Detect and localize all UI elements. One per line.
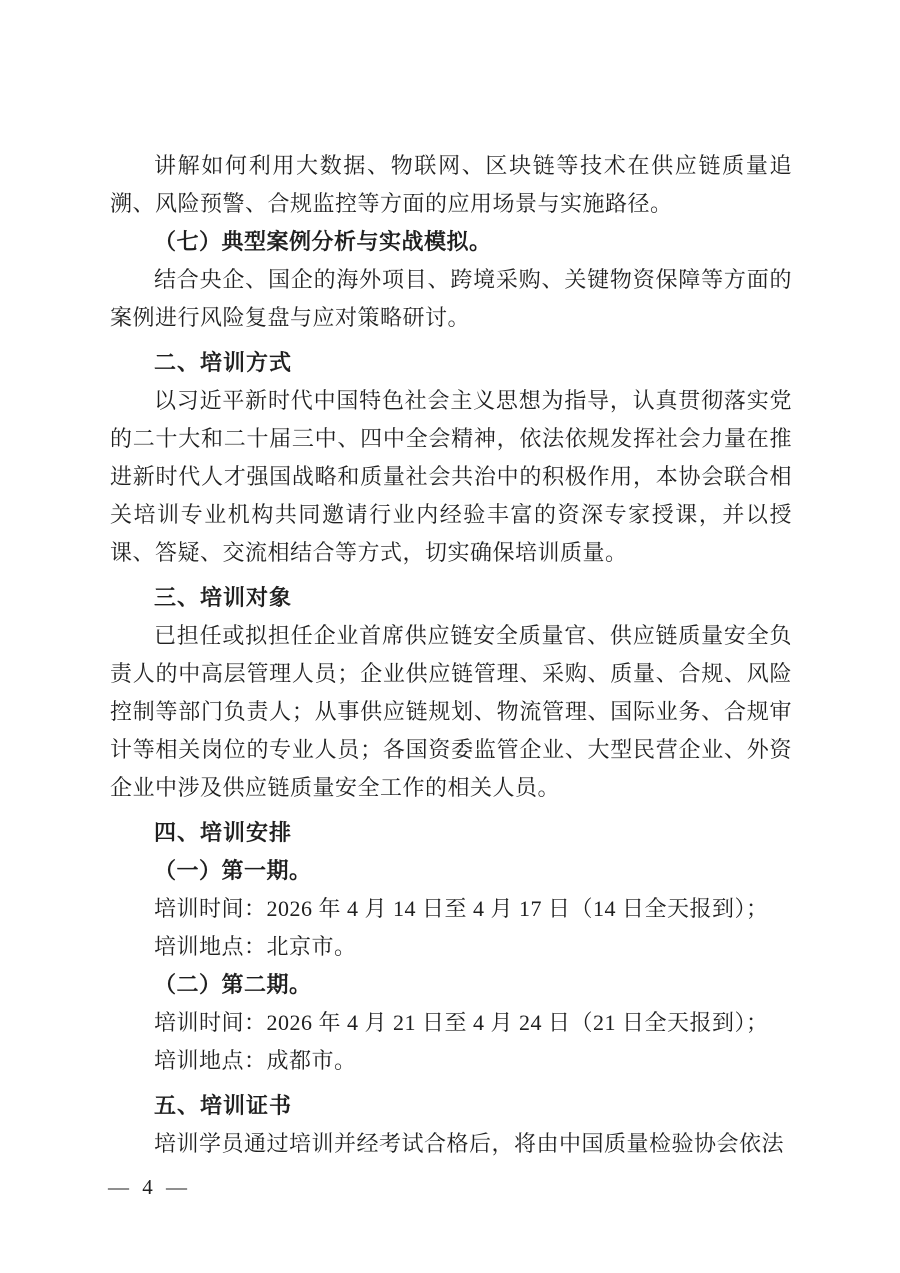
paragraph-training-audience: 已担任或拟担任企业首席供应链安全质量官、供应链质量安全负责人的中高层管理人员；企业供应链管理、采购、质量、合规、风险控制等部门负责人；从事供应链规划、物流管理、国际业务、合规审计等相关岗位的专业人员；各国资委监管企业、大型民营企业、外资企业中涉及供应链质量安全工作的相关人员。 (110, 623, 792, 800)
section-heading-training-certificate: 五、培训证书 (154, 1093, 293, 1118)
detail-session-two-time: 培训时间：2026 年 4 月 21 日至 4 月 24 日（21 日全天报到）； (154, 1010, 769, 1035)
paragraph-training-certificate: 培训学员通过培训并经考试合格后，将由中国质量检验协会依法 (154, 1131, 785, 1156)
document-body (110, 147, 792, 1163)
detail-session-two-location: 培训地点：成都市。 (154, 1048, 357, 1073)
paragraph-training-method: 以习近平新时代中国特色社会主义思想为指导，认真贯彻落实党的二十大和二十届三中、四中全会精神，依法依规发挥社会力量在推进新时代人才强国战略和质量社会共治中的积极作用，本协会联合相关培训专业机构共同邀请行业内经验丰富的资深专家授课，并以授课、答疑、交流相结合等方式，切实确保培训质量。 (110, 388, 792, 565)
section-heading-training-audience: 三、培训对象 (154, 585, 293, 610)
sub-heading-session-two: （二）第二期。 (154, 972, 312, 997)
page-number: — 4 — (108, 1175, 191, 1199)
paragraph-case-review: 结合央企、国企的海外项目、跨境采购、关键物资保障等方面的案例进行风险复盘与应对策略研讨。 (110, 267, 792, 330)
section-heading-training-schedule: 四、培训安排 (154, 820, 293, 845)
detail-session-one-location: 培训地点：北京市。 (154, 934, 357, 959)
detail-session-one-time: 培训时间：2026 年 4 月 14 日至 4 月 17 日（14 日全天报到）； (154, 896, 769, 921)
section-heading-training-method: 二、培训方式 (154, 350, 293, 375)
sub-heading-session-one: （一）第一期。 (154, 858, 312, 883)
paragraph-tech-application: 讲解如何利用大数据、物联网、区块链等技术在供应链质量追溯、风险预警、合规监控等方面的应用场景与实施路径。 (110, 153, 792, 216)
sub-heading-case-analysis: （七）典型案例分析与实战模拟。 (154, 229, 492, 254)
